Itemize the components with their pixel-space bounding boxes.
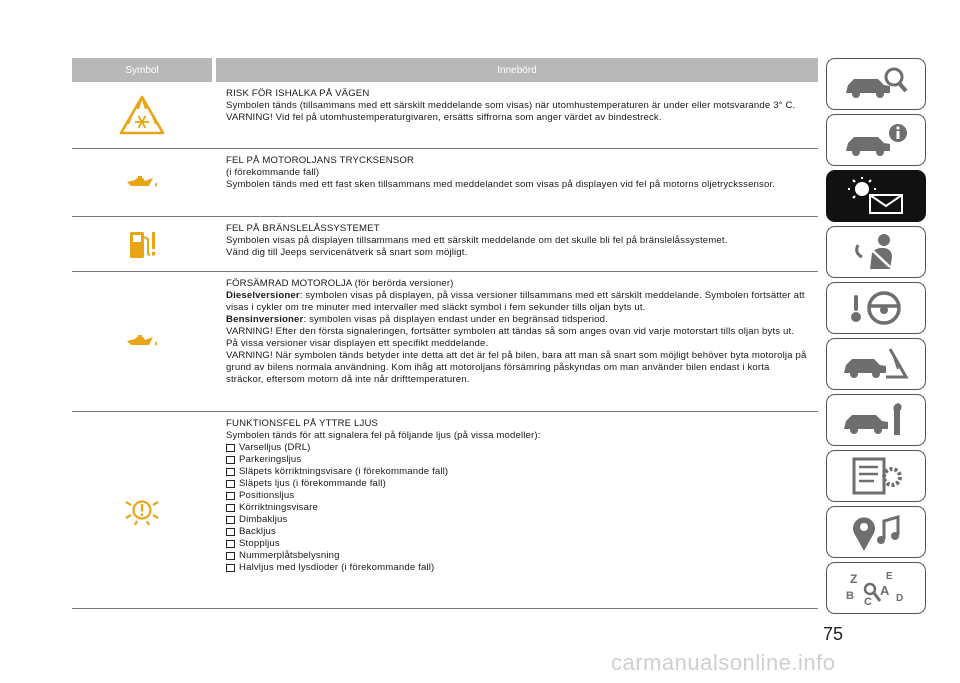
list-item: Backljus bbox=[226, 526, 808, 538]
table-row: FEL PÅ MOTOROLJANS TRYCKSENSOR (i förekommande fall) Symbolen tänds med ett fast sken tillsammans med meddelandet som visas på displayen vid fel på motorns oljetryckssensor. bbox=[72, 149, 818, 217]
svg-text:C: C bbox=[864, 596, 872, 608]
spec-sheet-icon bbox=[840, 455, 912, 497]
fuel-system-fault-icon bbox=[125, 227, 159, 261]
svg-text:Z: Z bbox=[850, 572, 858, 586]
row-title: FEL PÅ BRÄNSLELÅSSYSTEMET bbox=[226, 223, 380, 234]
svg-text:B: B bbox=[846, 590, 854, 602]
tab-multimedia[interactable] bbox=[826, 506, 926, 558]
list-item: Positionsljus bbox=[226, 490, 808, 502]
checkbox-square-icon bbox=[226, 528, 235, 536]
checkbox-square-icon bbox=[226, 564, 235, 572]
list-item: Halvljus med lysdioder (i förekommande fall) bbox=[226, 562, 808, 574]
checkbox-square-icon bbox=[226, 552, 235, 560]
checkbox-square-icon bbox=[226, 480, 235, 488]
table-row: FÖRSÄMRAD MOTOROLJA (för berörda versioner) Dieselversioner: symbolen visas på displayen, på vissa versioner tillsammans med ett särskilt meddelande. Symbolen fortsätter att visas i cykler om tre minuter med intervaller med släckt symbol i fem sekunder tills oljan byts ut. Bensinversioner: symbolen visas på displayen endast under en begränsad tidsperiod. VARNING! Efter den första signaleringen, fortsätter symbolen att tändas så som anges ovan vid varje motorstart tills oljan byts ut. På vissa versioner visar displayen ett specifikt meddelande. VARNING! När symbolen tänds betyder inte detta att det är fel på bilen, bara att man så snart som möjligt behöver byta motorolja på grund av bilens normala användning. Kom ihåg att motoroljans försämring påskyndas om man använder bilen endast i korta sträckor, eftersom motorn då inte når drifttemperaturen. bbox=[72, 272, 818, 412]
tab-car-info[interactable] bbox=[826, 114, 926, 166]
row-title: FEL PÅ MOTOROLJANS TRYCKSENSOR bbox=[226, 155, 415, 166]
checkbox-square-icon bbox=[226, 444, 235, 452]
checkbox-square-icon bbox=[226, 540, 235, 548]
airbag-seatbelt-icon bbox=[840, 231, 912, 273]
table-header bbox=[72, 58, 818, 82]
tab-maintenance[interactable] bbox=[826, 394, 926, 446]
car-search-icon bbox=[840, 63, 912, 105]
car-info-icon bbox=[840, 119, 912, 161]
exterior-light-fault-icon bbox=[122, 490, 162, 530]
svg-text:D: D bbox=[896, 593, 904, 604]
navigation-music-icon bbox=[840, 511, 912, 553]
list-item: Stoppljus bbox=[226, 538, 808, 550]
oil-pressure-icon bbox=[125, 174, 159, 192]
tab-technical-data[interactable] bbox=[826, 450, 926, 502]
row-title: RISK FÖR ISHALKA PÅ VÄGEN bbox=[226, 88, 370, 99]
checkbox-square-icon bbox=[226, 456, 235, 464]
list-item: Dimbakljus bbox=[226, 514, 808, 526]
checkbox-square-icon bbox=[226, 468, 235, 476]
warning-light-message-icon bbox=[840, 175, 912, 217]
warning-symbol-table bbox=[72, 58, 818, 609]
list-item: Nummerplåtsbelysning bbox=[226, 550, 808, 562]
row-title: FUNKTIONSFEL PÅ YTTRE LJUS bbox=[226, 418, 379, 429]
list-item: Släpets ljus (i förekommande fall) bbox=[226, 478, 808, 490]
svg-text:A: A bbox=[880, 583, 890, 598]
degraded-oil-icon bbox=[125, 333, 159, 351]
header-meaning: Innebörd bbox=[497, 64, 537, 76]
alphabet-index-icon bbox=[840, 567, 912, 609]
table-row: RISK FÖR ISHALKA PÅ VÄGEN Symbolen tänds (tillsammans med ett särskilt meddelande som visas) när utomhustemperaturen är under eller motsvarande 3° C. VARNING! Vid fel på utomhustemperaturgivaren, ersätts siffrorna som anger värdet av bindestreck. bbox=[72, 82, 818, 149]
car-wrench-icon bbox=[840, 399, 912, 441]
row-title: FÖRSÄMRAD MOTOROLJA (för berörda versioner) bbox=[226, 278, 454, 289]
list-item: Släpets körriktningsvisare (i förekommande fall) bbox=[226, 466, 808, 478]
svg-text:E: E bbox=[886, 571, 893, 582]
watermark: carmanualsonline.info bbox=[611, 650, 836, 675]
list-item: Parkeringsljus bbox=[226, 454, 808, 466]
checkbox-square-icon bbox=[226, 492, 235, 500]
list-item: Varselljus (DRL) bbox=[226, 442, 808, 454]
page-number: 75 bbox=[823, 624, 844, 644]
header-symbol: Symbol bbox=[125, 64, 159, 76]
table-row: FEL PÅ BRÄNSLELÅSSYSTEMET Symbolen visas på displayen tillsammans med ett särskilt meddelande om det skulle bli fel på bränslelåssystemet. Vänd dig till Jeeps servicenätverk så snart som möjligt. bbox=[72, 217, 818, 272]
checkbox-square-icon bbox=[226, 516, 235, 524]
checkbox-square-icon bbox=[226, 504, 235, 512]
tab-car-search[interactable] bbox=[826, 58, 926, 110]
steering-wheel-icon bbox=[840, 287, 912, 329]
ice-road-warning-icon bbox=[118, 94, 166, 136]
tab-start-driving[interactable] bbox=[826, 282, 926, 334]
tab-warning-lights[interactable] bbox=[826, 170, 926, 222]
table-row: FUNKTIONSFEL PÅ YTTRE LJUS Symbolen tänds för att signalera fel på följande ljus (på vissa modeller): Varselljus (DRL) Parkeringsljus Släpets körriktningsvisare (i förekommande fall) Släpets ljus (i förekommande fall) Positionsljus Körriktningsvisare Dimbakljus Backljus Stoppljus Nummerplåtsbelysning Halvljus med lysdioder (i förekommande fall) bbox=[72, 412, 818, 609]
chapter-tabs bbox=[826, 58, 928, 618]
car-accident-icon bbox=[840, 343, 912, 385]
list-item: Körriktningsvisare bbox=[226, 502, 808, 514]
tab-emergency[interactable] bbox=[826, 338, 926, 390]
tab-safety[interactable] bbox=[826, 226, 926, 278]
tab-index[interactable] bbox=[826, 562, 926, 614]
